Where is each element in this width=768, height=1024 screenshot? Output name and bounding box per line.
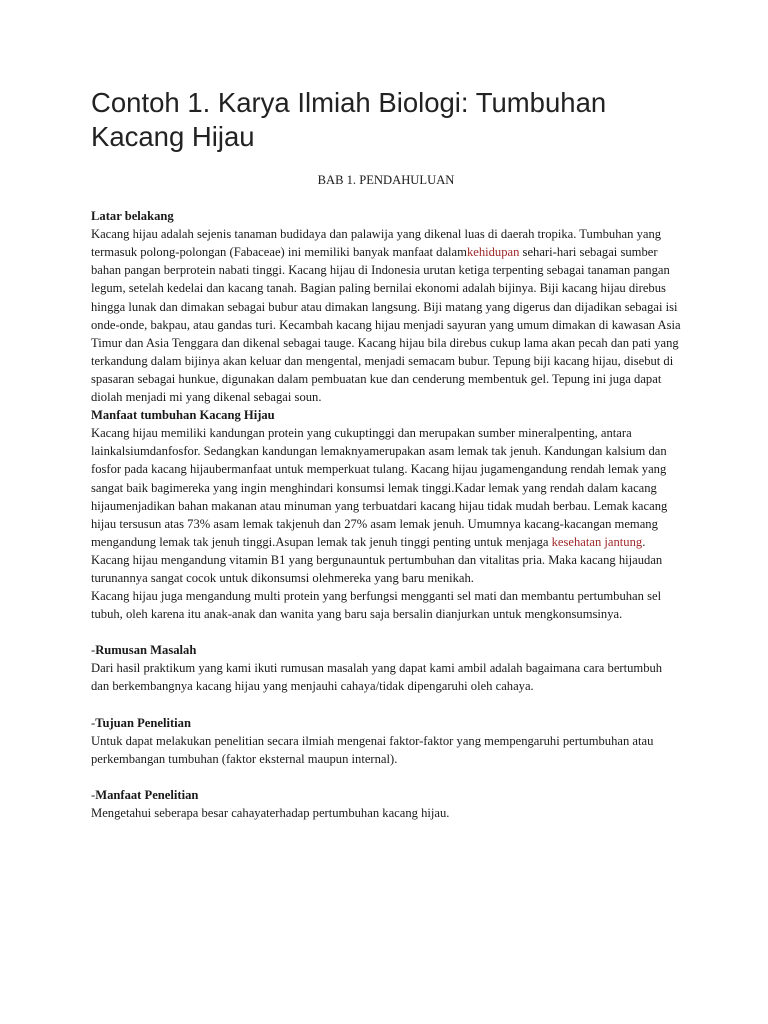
heading-prefix: - [91, 643, 96, 658]
section-heading-manfaat-tumbuhan: Manfaat tumbuhan Kacang Hijau [91, 408, 275, 423]
paragraph-text: . Kacang hijau mengandung vitamin B1 yang bergunauntuk pertumbuhan dan vitalitas pria. Maka kacang hijaudan turunannya sangat cocok untuk dikonsumsi olehmereka yang baru menikah. [91, 534, 663, 585]
link-kesehatan-jantung[interactable]: kesehatan jantung [551, 534, 643, 549]
document-body [91, 171, 681, 822]
section-heading-rumusan [91, 641, 681, 659]
heading-text: Manfaat Penelitian [95, 787, 199, 802]
heading-text: Rumusan Masalah [95, 643, 197, 658]
paragraph-text: sehari-hari sebagai sumber bahan pangan berprotein nabati tinggi. Kacang hijau di Indonesia urutan ketiga terpenting sebagai tanaman pangan legum, setelah kedelai dan kacang tanah. Bagian paling bernilai ekonomi adalah bijinya. Biji kacang hijau direbus hingga lunak dan dimakan sebagai bubur atau dimakan langsung. Biji matang yang digerus dan dijadikan sebagai isi onde-onde, bakpau, atau gandas turi. Kecambah kacang hijau menjadi sayuran yang umum dimakan di kawasan Asia Timur dan Asia Tenggara dan dikenal sebagai tauge. Kacang hijau bila direbus cukup lama akan pecah dan pati yang terkandung dalam bijinya akan keluar dan mengental, menjadi semacam bubur. Tepung biji kacang hijau, disebut di spasaran sebagai hunkue, digunakan dalam pembuatan kue dan cenderung membentuk gel. Tepung ini juga dapat diolah menjadi mi yang dikenal sebagai soun. [91, 245, 681, 405]
heading-prefix: - [91, 715, 96, 730]
link-kehidupan[interactable]: kehidupan [466, 245, 520, 260]
paragraph-text: Kacang hijau adalah sejenis tanaman budidaya dan palawija yang dikenal luas di daerah tropika. Tumbuhan yang termasuk polong-polongan (Fabaceae) ini memiliki banyak manfaat dalam [91, 227, 662, 260]
paragraph-rumusan: Dari hasil praktikum yang kami ikuti rumusan masalah yang dapat kami ambil adalah bagaimana cara bertumbuh dan berkembangnya kacang hijau yang menjauhi cahaya/tidak dipengaruhi oleh cahaya. [91, 661, 663, 694]
page-title: Contoh 1. Karya Ilmiah Biologi: Tumbuhan Kacang Hijau [91, 87, 607, 152]
section-heading-latar: Latar belakang [91, 209, 174, 224]
section-heading-manfaat-penelitian [91, 786, 681, 804]
chapter-heading: BAB 1. PENDAHULUAN [317, 173, 455, 187]
heading-prefix: - [91, 787, 96, 802]
paragraph-tujuan: Untuk dapat melakukan penelitian secara ilmiah mengenai faktor-faktor yang mempengaruhi pertumbuhan atau perkembangan tumbuhan (faktor eksternal maupun internal). [91, 733, 654, 766]
section-heading-tujuan [91, 714, 681, 732]
paragraph-latar [91, 225, 681, 406]
paragraph-manfaat-penelitian: Mengetahui seberapa besar cahayaterhadap pertumbuhan kacang hijau. [91, 805, 450, 820]
paragraph-text: Kacang hijau memiliki kandungan protein yang cukuptinggi dan merupakan sumber mineralpenting, antara lainkalsiumdanfosfor. Sedangkan kandungan lemaknyamerupakan asam lemak tak jenuh. Kandungan kalsium dan fosfor pada kacang hijaubermanfaat untuk memperkuat tulang. Kacang hijau jugamengandung rendah lemak yang sangat baik bagimereka yang ingin menghindari konsumsi lemak tinggi.Kadar lemak yang rendah dalam kacang hijaumenjadikan bahan makanan atau minuman yang terbuatdari kacang hijau tidak mudah berbau. Lemak kacang hijau tersusun atas 73% asam lemak takjenuh dan 27% asam lemak jenuh. Umumnya kacang-kacangan memang mengandung lemak tak jenuh tinggi.Asupan lemak tak jenuh tinggi penting untuk menjaga [91, 426, 668, 549]
paragraph-manfaat-tumbuhan [91, 424, 681, 587]
paragraph-manfaat-tumbuhan-2: Kacang hijau juga mengandung multi protein yang berfungsi mengganti sel mati dan membantu pertumbuhan sel tubuh, oleh karena itu anak-anak dan wanita yang baru saja bersalin dianjurkan untuk mengkonsumsinya. [91, 589, 662, 622]
heading-text: Tujuan Penelitian [95, 715, 191, 730]
